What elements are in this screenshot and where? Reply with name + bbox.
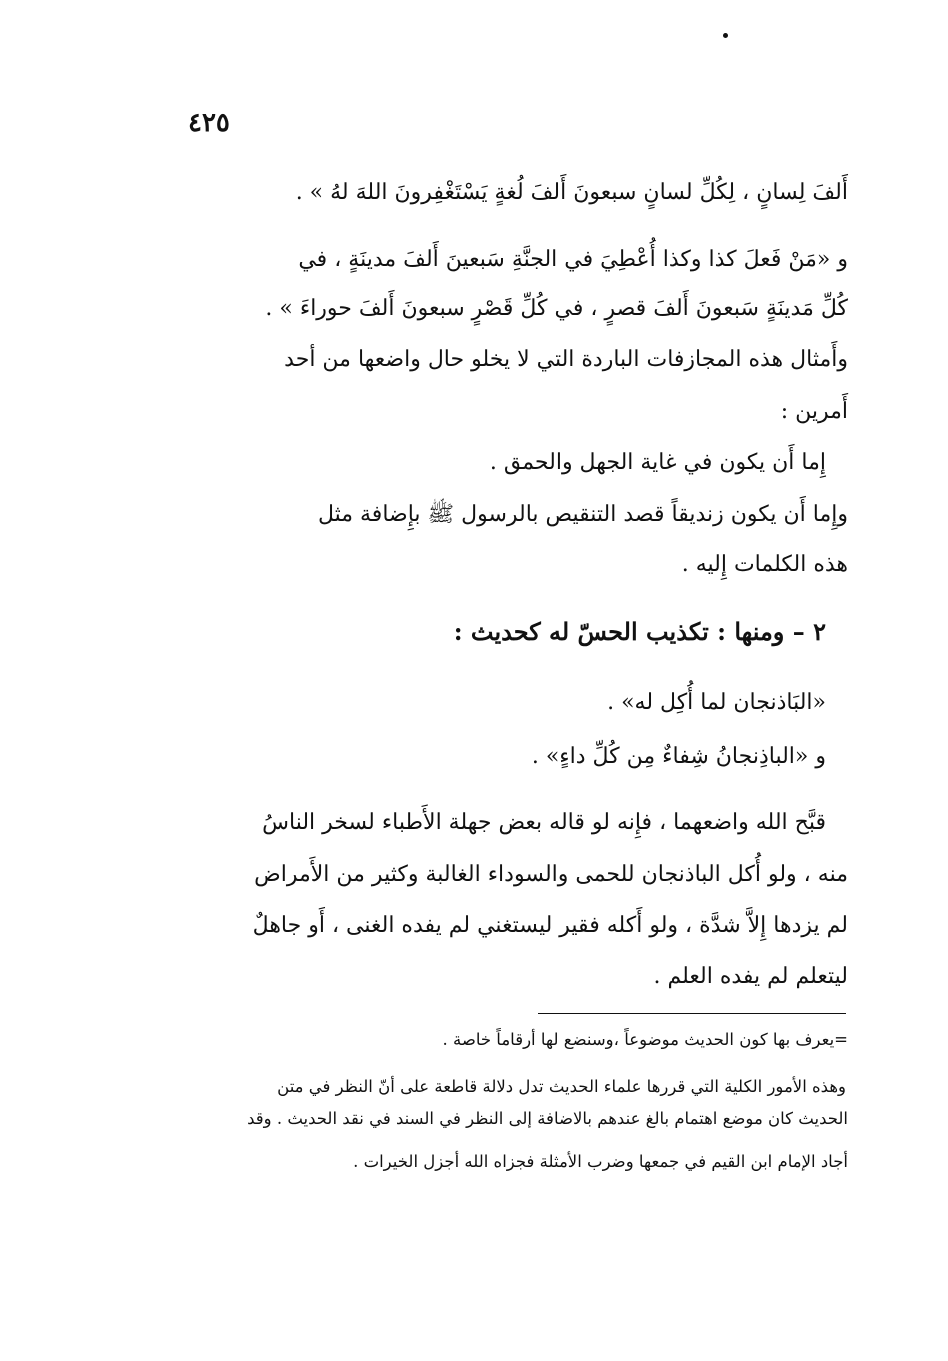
body-line: أَمرين :	[780, 399, 848, 424]
page-number: ٤٢٥	[188, 108, 230, 138]
paragraph-line: لم يزدها إِلاَّ شدَّة ، ولو أَكله فقير ليستغني لم يفده الغنى ، أَو جاهلٌ	[252, 913, 848, 938]
footnote-line: وهذه الأمور الكلية التي قررها علماء الحديث تدل دلالة قاطعة على أنّ النظر في متن	[277, 1077, 846, 1096]
section-heading: ٢ – ومنها : تكذيب الحسّ له كحديث :	[453, 617, 826, 646]
quote-line: «البَاذنجان لما أُكِل له» .	[607, 690, 826, 715]
paragraph-line: ليتعلم لم يفده العلم .	[653, 964, 848, 989]
quote-line: و «الباذِنجانُ شِفاءٌ مِن كُلِّ داءٍ» .	[531, 744, 826, 769]
footnote-line: أجاد الإمام ابن القيم في جمعها وضرب الأمثلة فجزاه الله أجزل الخيرات .	[353, 1152, 848, 1171]
body-line: وإِما أَن يكون زنديقاً قصد التنقيص بالرسول ﷺ بإِضافة مثل	[317, 502, 848, 527]
body-line: هذه الكلمات إِليه .	[681, 552, 848, 577]
footnote-divider	[538, 1013, 846, 1014]
body-line: أَلفَ لِسانٍ ، لِكُلِّ لسانٍ سبعونَ أَلفَ لُغةٍ يَسْتَغْفِرونَ اللهَ لهُ » .	[295, 180, 848, 205]
top-mark-dot	[723, 33, 728, 38]
body-line: و «مَنْ فَعلَ كذا وكذا أُعْطِيَ في الجنَّةِ سَبعينَ أَلفَ مدينَةٍ ، في	[298, 247, 848, 272]
body-line: وأَمثال هذه المجازفات الباردة التي لا يخلو حال واضعها من أحد	[284, 347, 848, 372]
body-line: كُلِّ مَدينَةٍ سَبعونَ أَلفَ قصرٍ ، في كُلِّ قَصْرٍ سبعونَ أَلفَ حوراءَ » .	[265, 296, 848, 321]
paragraph-line: قبَّح الله واضعهما ، فإِنه لو قاله بعض جهلة الأَطباء لسخر الناسُ	[262, 810, 826, 835]
footnote-line: =يعرف بها كون الحديث موضوعاً ،وسنضع لها أرقاماً خاصة .	[442, 1030, 848, 1049]
footnote-line: الحديث كان موضع اهتمام بالغ عندهم بالاضافة إلى النظر في السند في نقد الحديث . وقد	[247, 1109, 848, 1128]
paragraph-line: منه ، ولو أُكل الباذنجان للحمى والسوداء الغالبة وكثير من الأَمراض	[254, 862, 848, 887]
body-line: إِما أَن يكون في غاية الجهل والحمق .	[489, 450, 826, 475]
